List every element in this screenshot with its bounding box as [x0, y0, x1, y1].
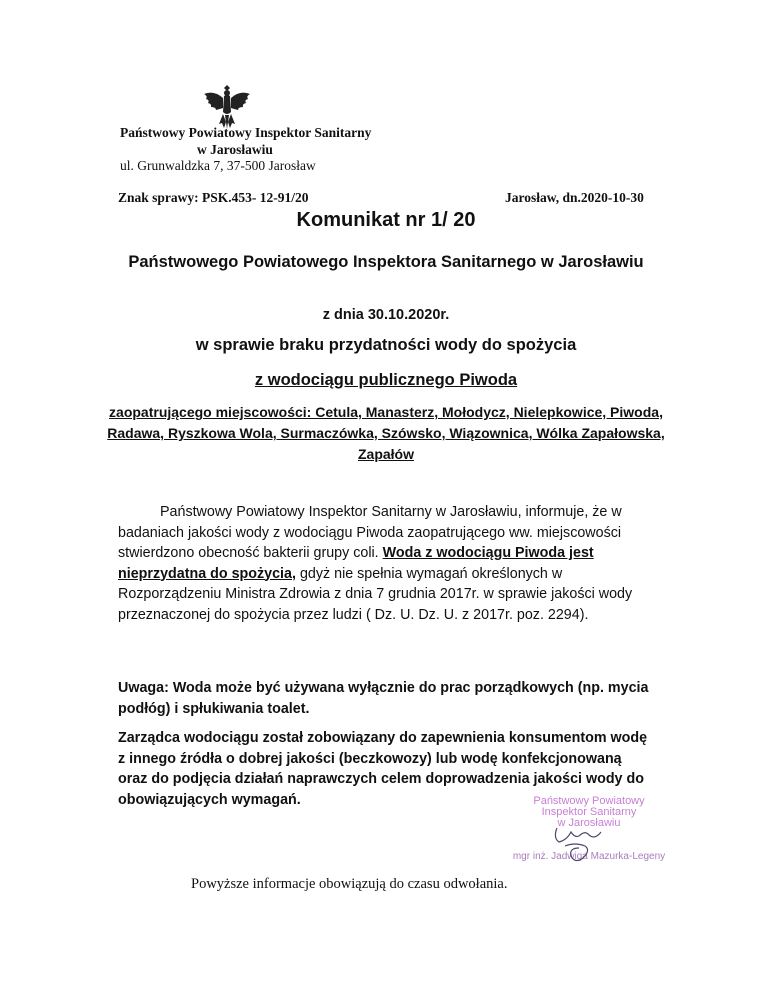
body-paragraph-warning: Uwaga: Woda może być używana wyłącznie do prac porządkowych (np. mycia podłóg) i spłukiwania toalet.	[118, 680, 649, 717]
header-authority-name: Państwowy Powiatowy Inspektor Sanitarny	[120, 125, 372, 140]
document-title: Komunikat nr 1/ 20	[296, 209, 476, 231]
body-paragraph-1	[118, 502, 654, 625]
handwritten-signature	[545, 820, 615, 865]
body-paragraph-obligation: Zarządca wodociągu został zobowiązany do zapewnienia konsumentom wodę z innego źródła o dobrej jakości (beczkowozy) lub wodę konfekcjonowaną oraz do podjęcia działań naprawczych celem doprowadzenia jakości wody do obowiązujących wymagań.	[118, 730, 648, 808]
p1-emphasis: Woda z wodociągu Piwoda jest nieprzydatna do spożycia,	[118, 545, 594, 582]
localities-list: zaopatrującego miejscowości: Cetula, Manasterz, Mołodycz, Nielepkowice, Piwoda, Radawa, Ryszkowa Wola, Surmaczówka, Szówsko, Wiązownica, Wólka Zapałowska, Zapałów	[107, 404, 665, 462]
stamp-line-3: w Jarosławiu	[557, 817, 621, 829]
stamp-signatory-name: mgr inż. Jadwiga Mazurka-Legeny	[512, 851, 666, 862]
waterworks-line: z wodociągu publicznego Piwoda	[254, 371, 518, 389]
p1-start: Państwowy Powiatowy Inspektor Sanitarny w Jarosławiu, informuje, że w badaniach jakości wody z wodociągu Piwoda zaopatrującego ww. miejscowości stwierdzono obecność bakterii grupy coli.	[118, 504, 622, 561]
footer-note: Powyższe informacje obowiązują do czasu odwołania.	[191, 876, 508, 892]
stamp-line-2: Inspektor Sanitarny	[541, 806, 637, 818]
stamp-line-1: Państwowy Powiatowy	[533, 795, 645, 807]
place-and-date: Jarosław, dn.2020-10-30	[505, 190, 644, 205]
issuer-subtitle: Państwowego Powiatowego Inspektora Sanitarnego w Jarosławiu	[128, 253, 644, 271]
case-number: Znak sprawy: PSK.453- 12-91/20	[118, 190, 309, 205]
issue-date: z dnia 30.10.2020r.	[322, 307, 450, 323]
header-address: ul. Grunwaldzka 7, 37-500 Jarosław	[120, 158, 316, 173]
header-authority-city: w Jarosławiu	[197, 142, 273, 157]
subject-line: w sprawie braku przydatności wody do spożycia	[195, 336, 577, 354]
p1-end: gdyż nie spełnia wymagań określonych w Rozporządzeniu Ministra Zdrowia z dnia 7 grudnia 2017r. w sprawie jakości wody przeznaczonej do spożycia przez ludzi ( Dz. U. Dz. U. z 2017r. poz. 2294).	[118, 565, 633, 623]
